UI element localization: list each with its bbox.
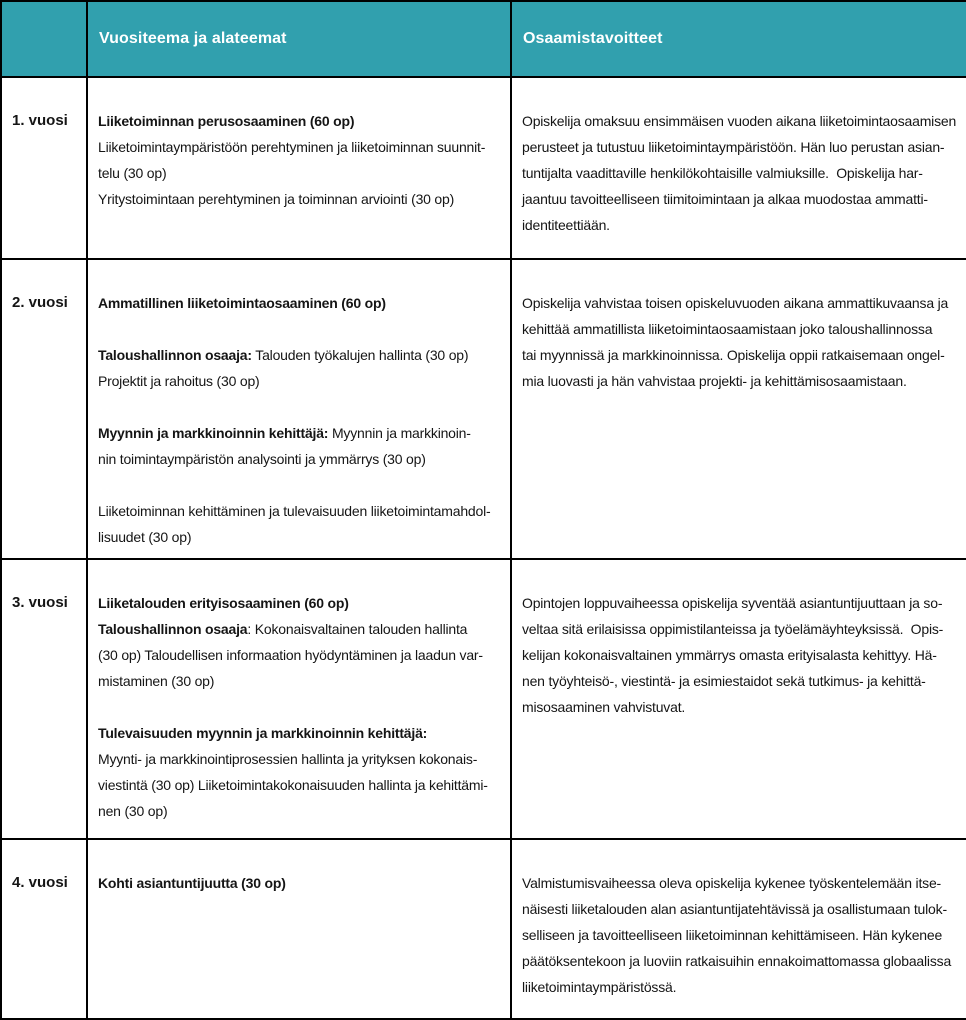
theme-bold-segment: Liiketoiminnan perusosaaminen (60 op) [98, 113, 355, 129]
goal-line: tai myynnissä ja markkinoinnissa. Opiskelija oppii ratkaisemaan ongel- [522, 347, 945, 363]
year-cell [1, 259, 87, 559]
year-label: 3. vuosi [12, 594, 68, 611]
goal-line: kelijan kokonaisvaltainen ymmärrys omasta erityisalasta kehittyy. Hä- [522, 647, 937, 663]
year-cell [1, 839, 87, 1019]
goal-line: tuntijalta vaadittaville henkilökohtaisille valmiuksille. Opiskelija har- [522, 165, 923, 181]
theme-cell [87, 259, 511, 559]
goal-line: jaantuu tavoitteelliseen tiimitoimintaan ja alkaa muodostaa ammatti- [522, 191, 928, 207]
goal-line: misosaaminen vahvistuvat. [522, 699, 686, 715]
goal-line: identiteettiään. [522, 217, 610, 233]
goal-line: perusteet ja tutustuu liiketoimintaympäristöön. Hän luo perustan asian- [522, 139, 945, 155]
theme-bold-segment: Myynnin ja markkinoinnin kehittäjä: [98, 425, 329, 441]
goal-line: selliseen ja tavoitteelliseen liiketoiminnan kehittämiseen. Hän kykenee [522, 927, 943, 943]
theme-bold-segment: Taloushallinnon osaaja: [98, 347, 252, 363]
year-cell [1, 559, 87, 839]
theme-line: nin toimintaympäristön analysointi ja ymmärrys (30 op) [98, 451, 426, 467]
year-label: 2. vuosi [12, 294, 68, 311]
header-row [1, 1, 966, 77]
goal-line: nen työyhteisö-, viestintä- ja esimiestaidot sekä tutkimus- ja kehittä- [522, 673, 926, 689]
table-row [1, 259, 966, 559]
theme-line: mistaminen (30 op) [98, 673, 215, 689]
goals-cell [511, 559, 966, 839]
goal-line: kehittää ammatillista liiketoimintaosaamistaan joko taloushallinnossa [522, 321, 933, 337]
theme-line: Taloushallinnon osaaja: Kokonaisvaltainen talouden hallinta [98, 621, 468, 637]
theme-cell [87, 77, 511, 259]
theme-bold-segment: Kohti asiantuntijuutta (30 op) [98, 875, 286, 891]
theme-cell [87, 839, 511, 1019]
theme-line [98, 108, 506, 134]
goal-line: Opiskelija omaksuu ensimmäisen vuoden aikana liiketoimintaosaamisen [522, 113, 957, 129]
theme-line [98, 870, 506, 896]
goal-line: mia luovasti ja hän vahvistaa projekti- ja kehittämisosaamistaan. [522, 373, 907, 389]
theme-line: Myynti- ja markkinointiprosessien hallinta ja yrityksen kokonais- [98, 751, 478, 767]
theme-line [98, 472, 506, 498]
table-body [1, 77, 966, 1019]
goals-cell [511, 839, 966, 1019]
goal-line: liiketoimintaympäristössä. [522, 979, 677, 995]
table-row [1, 559, 966, 839]
header-cell-year [1, 1, 87, 77]
theme-bold-segment: Ammatillinen liiketoimintaosaaminen (60 op) [98, 295, 386, 311]
theme-line [98, 720, 506, 746]
goal-line: veltaa sitä erilaisissa oppimistilanteissa ja työelämäyhteyksissä. Opis- [522, 621, 944, 637]
theme-line: nen (30 op) [98, 803, 168, 819]
year-label: 1. vuosi [12, 112, 68, 129]
theme-line [98, 590, 506, 616]
theme-line: (30 op) Taloudellisen informaation hyödyntäminen ja laadun var- [98, 647, 483, 663]
theme-bold-segment: Taloushallinnon osaaja [98, 621, 248, 637]
goal-line: päätöksentekoon ja luoviin ratkaisuihin ennakoimattomassa globaalissa [522, 953, 952, 969]
year-cell [1, 77, 87, 259]
theme-line: Projektit ja rahoitus (30 op) [98, 373, 260, 389]
goal-line: Valmistumisvaiheessa oleva opiskelija kykenee työskentelemään itse- [522, 875, 941, 891]
theme-line [98, 394, 506, 420]
goals-cell [511, 77, 966, 259]
theme-bold-segment: Tulevaisuuden myynnin ja markkinoinnin kehittäjä: [98, 725, 428, 741]
theme-line: lisuudet (30 op) [98, 529, 192, 545]
goals-cell [511, 259, 966, 559]
theme-cell [87, 559, 511, 839]
year-label: 4. vuosi [12, 874, 68, 891]
theme-line: Liiketoiminnan kehittäminen ja tulevaisuuden liiketoimintamahdol- [98, 503, 491, 519]
theme-line: Taloushallinnon osaaja: Talouden työkalujen hallinta (30 op) [98, 347, 469, 363]
table-row [1, 77, 966, 259]
header-cell-goals: Osaamistavoitteet [511, 1, 966, 77]
theme-line [98, 316, 506, 342]
theme-line: viestintä (30 op) Liiketoimintakokonaisuuden hallinta ja kehittämi- [98, 777, 488, 793]
table-row [1, 839, 966, 1019]
theme-line: telu (30 op) [98, 165, 167, 181]
header-cell-theme: Vuositeema ja alateemat [87, 1, 511, 77]
theme-line: Yritystoimintaan perehtyminen ja toiminnan arviointi (30 op) [98, 191, 455, 207]
goal-line: Opintojen loppuvaiheessa opiskelija syventää asiantuntijuuttaan ja so- [522, 595, 943, 611]
goal-line: Opiskelija vahvistaa toisen opiskeluvuoden aikana ammattikuvaansa ja [522, 295, 949, 311]
theme-bold-segment: Liiketalouden erityisosaaminen (60 op) [98, 595, 349, 611]
theme-line: Myynnin ja markkinoinnin kehittäjä: Myynnin ja markkinoin- [98, 425, 471, 441]
theme-line [98, 694, 506, 720]
goal-line: näisesti liiketalouden alan asiantuntijatehtävissä ja osallistumaan tulok- [522, 901, 947, 917]
theme-line: Liiketoimintaympäristöön perehtyminen ja liiketoiminnan suunnit- [98, 139, 486, 155]
theme-line [98, 290, 506, 316]
